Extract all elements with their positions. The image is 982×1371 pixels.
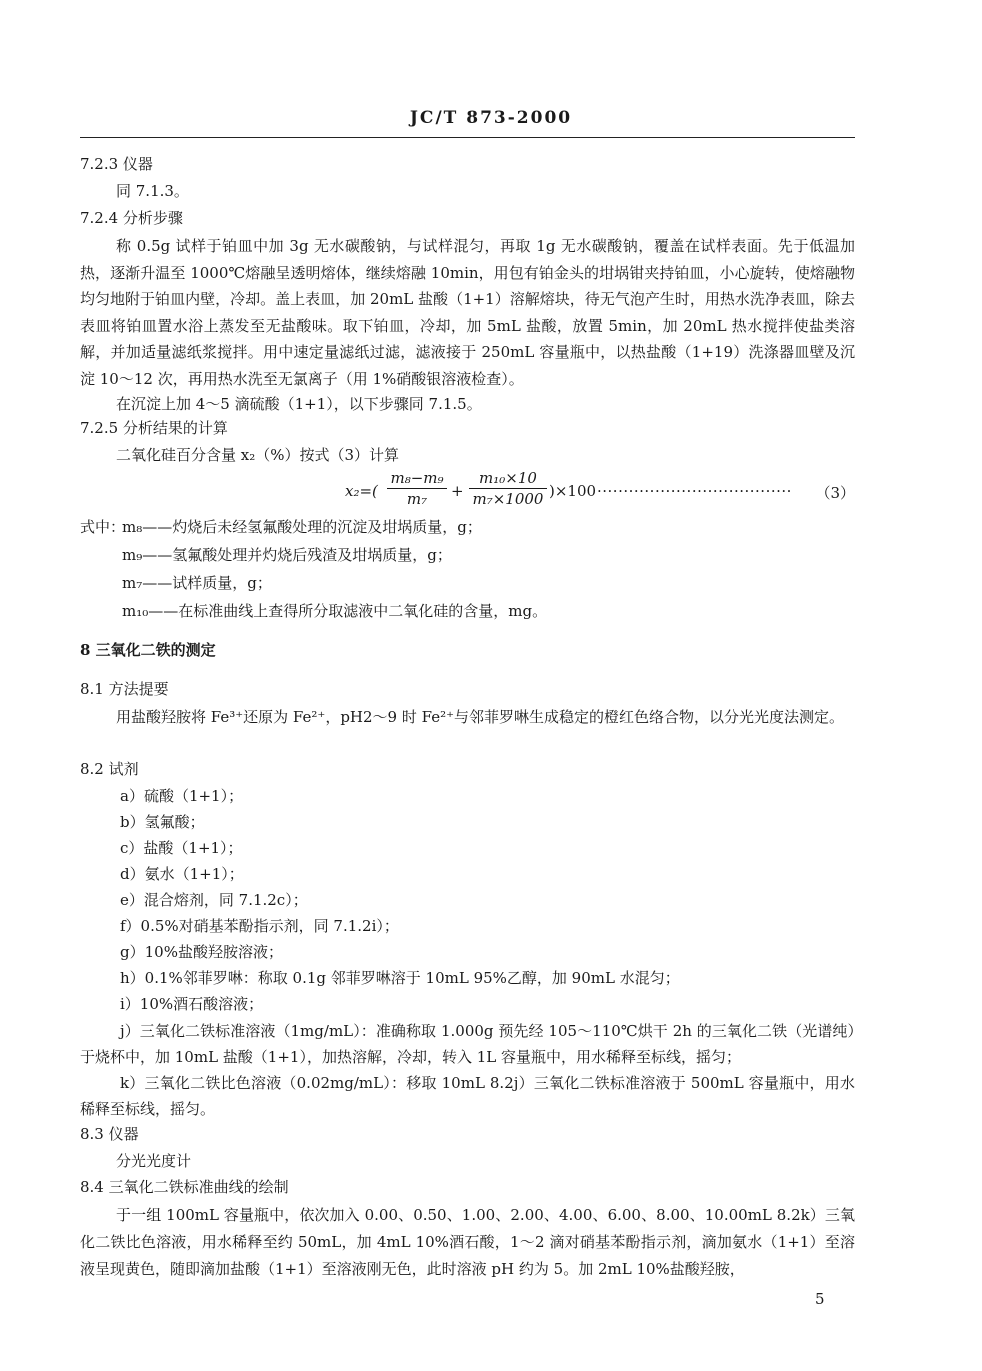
section-7-2-3-heading: 7.2.3 仪器 [80, 155, 153, 173]
reagent-f: f）0.5%对硝基苯酚指示剂，同 7.1.2i）； [120, 917, 399, 935]
reagent-h: h）0.1%邻菲罗啉：称取 0.1g 邻菲罗啉溶于 10mL 95%乙醇，加 90mL 水混匀； [120, 969, 680, 987]
formula-3 [345, 468, 855, 518]
formula-fraction-2 [469, 468, 547, 509]
formula-tail: )×100 [549, 482, 597, 500]
formula-fraction-2-numerator: m₁₀×10 [469, 468, 547, 489]
definition-m8: m₈——灼烧后未经氢氟酸处理的沉淀及坩埚质量，g； [122, 518, 482, 536]
section-8-1-body: 用盐酸羟胺将 Fe³⁺还原为 Fe²⁺，pH2～9 时 Fe²⁺与邻菲罗啉生成稳定的橙红色络合物，以分光光度法测定。 [116, 708, 845, 726]
section-8-2-heading: 8.2 试剂 [80, 760, 139, 778]
formula-fraction-2-denominator: m₇×1000 [472, 490, 544, 508]
reagent-d: d）氨水（1+1）； [120, 865, 244, 883]
reagent-g: g）10%盐酸羟胺溶液； [120, 943, 283, 961]
formula-plus: + [451, 482, 464, 500]
section-8-4-heading: 8.4 三氧化二铁标准曲线的绘制 [80, 1178, 289, 1196]
definition-m7: m₇——试样质量，g； [122, 574, 272, 592]
formula-leader-dots: ····································· [597, 482, 792, 500]
page-number: 5 [815, 1290, 825, 1308]
formula-fraction-1 [387, 468, 447, 509]
section-7-2-5-body: 二氧化硅百分含量 x₂（%）按式（3）计算 [116, 446, 400, 464]
reagent-e: e）混合熔剂，同 7.1.2c）； [120, 891, 308, 909]
section-8-heading: 8 三氧化二铁的测定 [80, 641, 216, 659]
section-7-2-4-heading: 7.2.4 分析步骤 [80, 209, 183, 227]
section-7-2-3-body: 同 7.1.3。 [116, 182, 189, 200]
formula-fraction-1-denominator: m₇ [406, 490, 428, 508]
formula-equation-number: （3） [815, 484, 855, 502]
section-7-2-4-paragraph-1: 称 0.5g 试样于铂皿中加 3g 无水碳酸钠，与试样混匀，再取 1g 无水碳酸钠，覆盖在试样表面。先于低温加热，逐渐升温至 1000℃熔融呈透明熔体，继续熔融 10min，用包有铂金头的坩埚钳夹持铂皿，小心旋转，使熔融物均匀地附于铂皿内壁，冷却。盖上表皿，加 20mL 盐酸（1+1）溶解熔块，待无气泡产生时，用热水洗净表皿，除去表皿将铂皿置水浴上蒸发至无盐酸味。取下铂皿，冷却，加 5mL 盐酸，放置 5min，加 20mL 热水搅拌使盐类溶解，并加适量滤纸浆搅拌。用中速定量滤纸过滤，滤液接于 250mL 容量瓶中，以热盐酸（1+19）洗涤器皿壁及沉淀 10～12 次，再用热水洗至无氯离子（用 1%硝酸银溶液检查）。 [80, 237, 855, 388]
reagent-a: a）硫酸（1+1）； [120, 787, 244, 805]
reagent-i: i）10%酒石酸溶液； [120, 995, 264, 1013]
standard-number: JC/T 873-2000 [409, 108, 573, 128]
section-8-3-heading: 8.3 仪器 [80, 1125, 139, 1143]
reagent-c: c）盐酸（1+1）； [120, 839, 243, 857]
reagent-j: j）三氧化二铁标准溶液（1mg/mL）：准确称取 1.000g 预先经 105～110℃烘干 2h 的三氧化二铁（光谱纯）于烧杯中，加 10mL 盐酸（1+1），加热溶解，冷却，转入 1L 容量瓶中，用水稀释至标线，摇匀； [80, 1022, 855, 1066]
formula-lhs: x₂=( [345, 482, 378, 500]
section-8-4-body: 于一组 100mL 容量瓶中，依次加入 0.00、0.50、1.00、2.00、4.00、6.00、8.00、10.00mL 8.2k）三氧化二铁比色溶液，用水稀释至约 50mL，加 4mL 10%酒石酸，1～2 滴对硝基苯酚指示剂，滴加氨水（1+1）至溶液呈现黄色，随即滴加盐酸（1+1）至溶液刚无色，此时溶液 pH 约为 5。加 2mL 10%盐酸羟胺， [80, 1206, 855, 1278]
formula-fraction-1-numerator: m₈−m₉ [387, 468, 447, 489]
header-rule [80, 137, 855, 138]
definition-m9: m₉——氢氟酸处理并灼烧后残渣及坩埚质量，g； [122, 546, 452, 564]
section-8-1-heading: 8.1 方法提要 [80, 680, 169, 698]
definition-m10: m₁₀——在标准曲线上查得所分取滤液中二氧化硅的含量，mg。 [122, 602, 548, 620]
reagent-b: b）氢氟酸； [120, 813, 205, 831]
definitions-intro: 式中： [80, 518, 126, 536]
section-7-2-5-heading: 7.2.5 分析结果的计算 [80, 419, 228, 437]
section-8-3-body: 分光光度计 [116, 1152, 192, 1170]
section-7-2-4-paragraph-2: 在沉淀上加 4～5 滴硫酸（1+1），以下步骤同 7.1.5。 [116, 395, 482, 413]
reagent-k: k）三氧化二铁比色溶液（0.02mg/mL）：移取 10mL 8.2j）三氧化二铁标准溶液于 500mL 容量瓶中，用水稀释至标线，摇匀。 [80, 1074, 855, 1118]
